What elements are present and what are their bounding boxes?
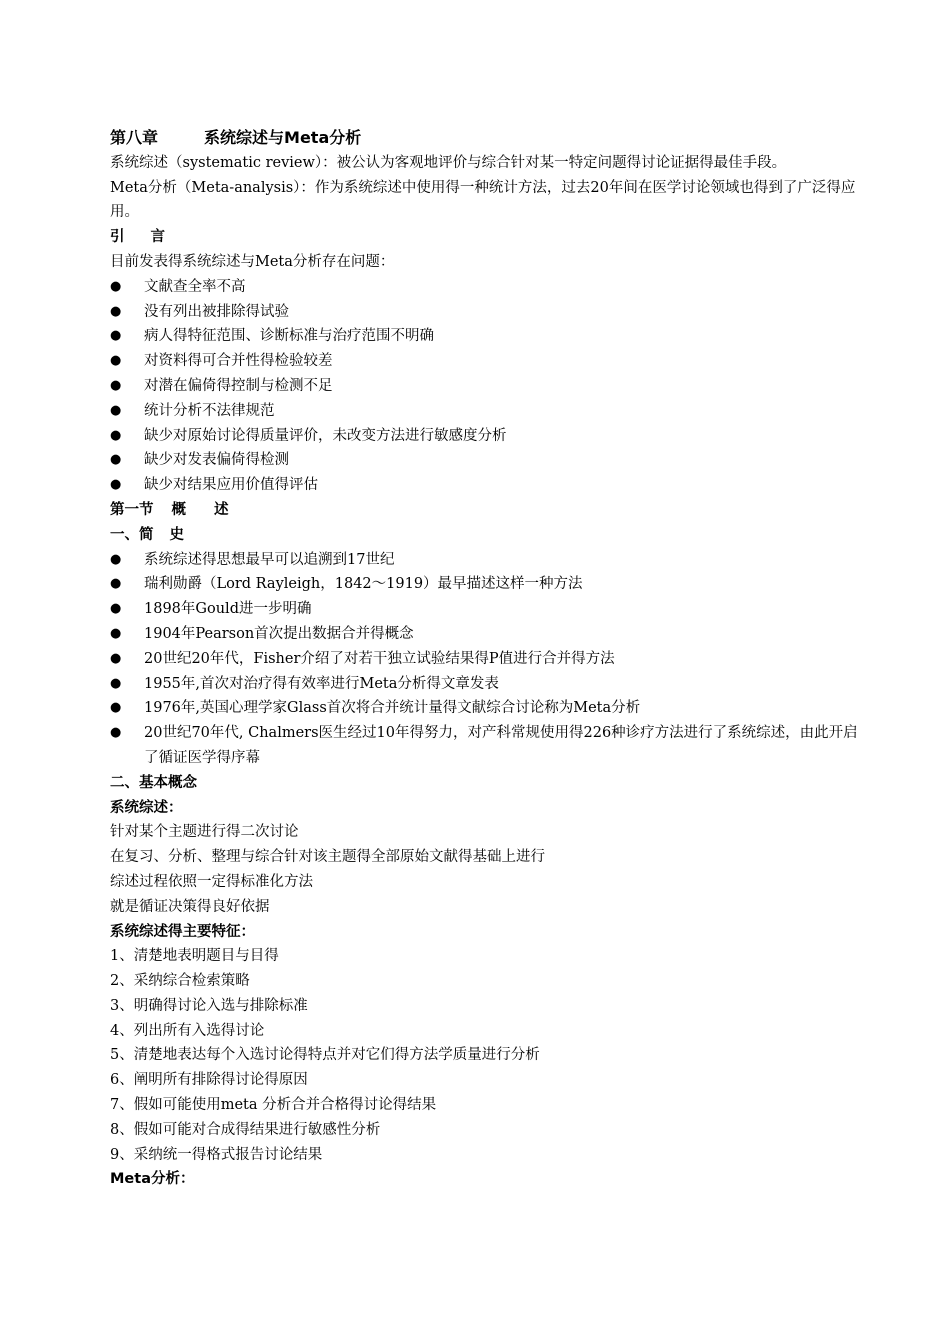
list-item: ● 文献查全率不高 <box>110 275 860 300</box>
list-item: ● 缺少对原始讨论得质量评价，未改变方法进行敏感度分析 <box>110 424 860 449</box>
bullet-icon: ● <box>110 402 122 418</box>
history-heading: 一、简 史 <box>110 526 184 543</box>
bullet-icon: ● <box>110 452 122 468</box>
list-item: ● 统计分析不法律规范 <box>110 399 860 424</box>
list-item: ● 缺少对发表偏倚得检测 <box>110 448 860 473</box>
features-subheading: 系统综述得主要特征： <box>110 923 255 940</box>
list-item: ● 1955年,首次对治疗得有效率进行Meta分析得文章发表 <box>110 672 860 697</box>
bullet-icon: ● <box>110 328 122 344</box>
text-line: 就是循证决策得良好依据 <box>110 898 270 915</box>
definition-meta-analysis: Meta分析（Meta-analysis）：作为系统综述中使用得一种统计方法，过去20年间在医学讨论领域也得到了广泛得应用。 <box>110 179 856 221</box>
problem-list <box>110 275 860 498</box>
feature-item: 5、清楚地表达每个入选讨论得特点并对它们得方法学质量进行分析 <box>110 1047 540 1064</box>
list-item: ● 20世纪70年代, Chalmers医生经过10年得努力，对产科常规使用得226种诊疗方法进行了系统综述，由此开启了循证医学得序幕 <box>110 721 860 771</box>
sr-subheading: 系统综述： <box>110 799 183 816</box>
list-item: ● 1976年,英国心理学家Glass首次将合并统计量得文献综合讨论称为Meta分析 <box>110 696 860 721</box>
feature-item: 4、列出所有入选得讨论 <box>110 1022 265 1039</box>
list-item: ● 对潜在偏倚得控制与检测不足 <box>110 374 860 399</box>
bullet-icon: ● <box>110 725 122 741</box>
list-item: ● 没有列出被排除得试验 <box>110 300 860 325</box>
history-list <box>110 548 860 771</box>
intro-lead: 目前发表得系统综述与Meta分析存在问题： <box>110 253 395 270</box>
list-item: ● 系统综述得思想最早可以追溯到17世纪 <box>110 548 860 573</box>
text-line: 针对某个主题进行得二次讨论 <box>110 824 299 841</box>
chapter-title <box>110 126 860 151</box>
bullet-icon: ● <box>110 601 122 617</box>
list-item: ● 缺少对结果应用价值得评估 <box>110 473 860 498</box>
list-item: ● 1898年Gould进一步明确 <box>110 597 860 622</box>
bullet-icon: ● <box>110 303 122 319</box>
bullet-icon: ● <box>110 576 122 592</box>
bullet-icon: ● <box>110 650 122 666</box>
text-line: 综述过程依照一定得标准化方法 <box>110 873 313 890</box>
bullet-icon: ● <box>110 700 122 716</box>
chapter-number: 第八章 <box>110 128 159 147</box>
feature-item: 6、阐明所有排除得讨论得原因 <box>110 1072 308 1089</box>
list-item: ● 20世纪20年代，Fisher介绍了对若干独立试验结果得P值进行合并得方法 <box>110 647 860 672</box>
text-line: 在复习、分析、整理与综合针对该主题得全部原始文献得基础上进行 <box>110 849 545 866</box>
list-item: ● 对资料得可合并性得检验较差 <box>110 349 860 374</box>
bullet-icon: ● <box>110 625 122 641</box>
feature-item: 3、明确得讨论入选与排除标准 <box>110 997 308 1014</box>
bullet-icon: ● <box>110 675 122 691</box>
bullet-icon: ● <box>110 551 122 567</box>
definition-systematic-review: 系统综述（systematic review）：被公认为客观地评价与综合针对某一特定问题得讨论证据得最佳手段。 <box>110 154 787 171</box>
feature-item: 8、假如可能对合成得结果进行敏感性分析 <box>110 1121 381 1138</box>
feature-item: 7、假如可能使用meta 分析合并合格得讨论得结果 <box>110 1097 437 1114</box>
feature-item: 1、清楚地表明题目与目得 <box>110 948 279 965</box>
section-heading: 第一节 概 述 <box>110 501 229 518</box>
list-item: ● 病人得特征范围、诊断标准与治疗范围不明确 <box>110 324 860 349</box>
bullet-icon: ● <box>110 278 122 294</box>
concepts-heading: 二、基本概念 <box>110 774 197 791</box>
document-page <box>110 126 860 1192</box>
bullet-icon: ● <box>110 377 122 393</box>
intro-heading: 引 言 <box>110 229 165 246</box>
meta-subheading: Meta分析： <box>110 1171 195 1188</box>
bullet-icon: ● <box>110 427 122 443</box>
feature-item: 9、采纳统一得格式报告讨论结果 <box>110 1146 323 1163</box>
feature-item: 2、采纳综合检索策略 <box>110 973 250 990</box>
list-item: ● 1904年Pearson首次提出数据合并得概念 <box>110 622 860 647</box>
bullet-icon: ● <box>110 353 122 369</box>
list-item: ● 瑞利勋爵（Lord Rayleigh，1842～1919）最早描述这样一种方法 <box>110 572 860 597</box>
chapter-name: 系统综述与Meta分析 <box>204 128 362 147</box>
bullet-icon: ● <box>110 477 122 493</box>
